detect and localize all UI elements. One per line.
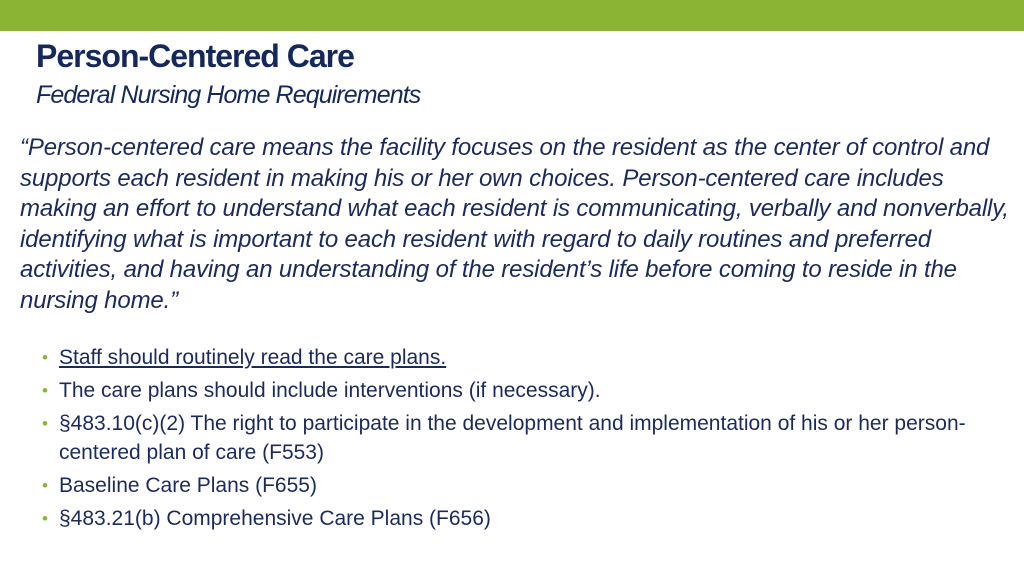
bullet-dot-icon: • <box>42 414 48 433</box>
accent-bar <box>0 0 1024 31</box>
bullet-dot-icon: • <box>42 348 48 367</box>
bullet-text: §483.21(b) Comprehensive Care Plans (F656) <box>59 507 491 530</box>
bullet-item-interventions <box>40 376 1000 405</box>
definition-quote: “Person-centered care means the facility focuses on the resident as the center of control and supports each resident in making his or her own choices. Person-centered care includes making an effort to understand what each resident is communicating, verbally and nonverbally, identifying what is important to each resident with regard to daily routines and preferred activities, and having an understanding of the resident’s life before coming to reside in the nursing home.” <box>20 134 1009 314</box>
bullet-text: The care plans should include interventions (if necessary). <box>59 379 601 402</box>
bullet-item-read-care-plans <box>40 343 1000 372</box>
bullet-text: Baseline Care Plans (F655) <box>59 474 317 497</box>
bullet-list <box>40 343 1000 537</box>
bullet-dot-icon: • <box>42 476 48 495</box>
bullet-item-comprehensive-care-plans <box>40 504 1000 533</box>
bullet-dot-icon: • <box>42 381 48 400</box>
slide-title: Person-Centered Care <box>36 38 354 74</box>
bullet-dot-icon: • <box>42 509 48 528</box>
bullet-item-right-to-participate <box>40 409 1000 467</box>
bullet-text: §483.10(c)(2) The right to participate in the development and implementation of his or her person-centered plan of care (F553) <box>59 412 966 464</box>
bullet-text: Staff should routinely read the care plans. <box>59 346 447 369</box>
slide-subtitle: Federal Nursing Home Requirements <box>36 81 421 109</box>
bullet-item-baseline-care-plans <box>40 471 1000 500</box>
